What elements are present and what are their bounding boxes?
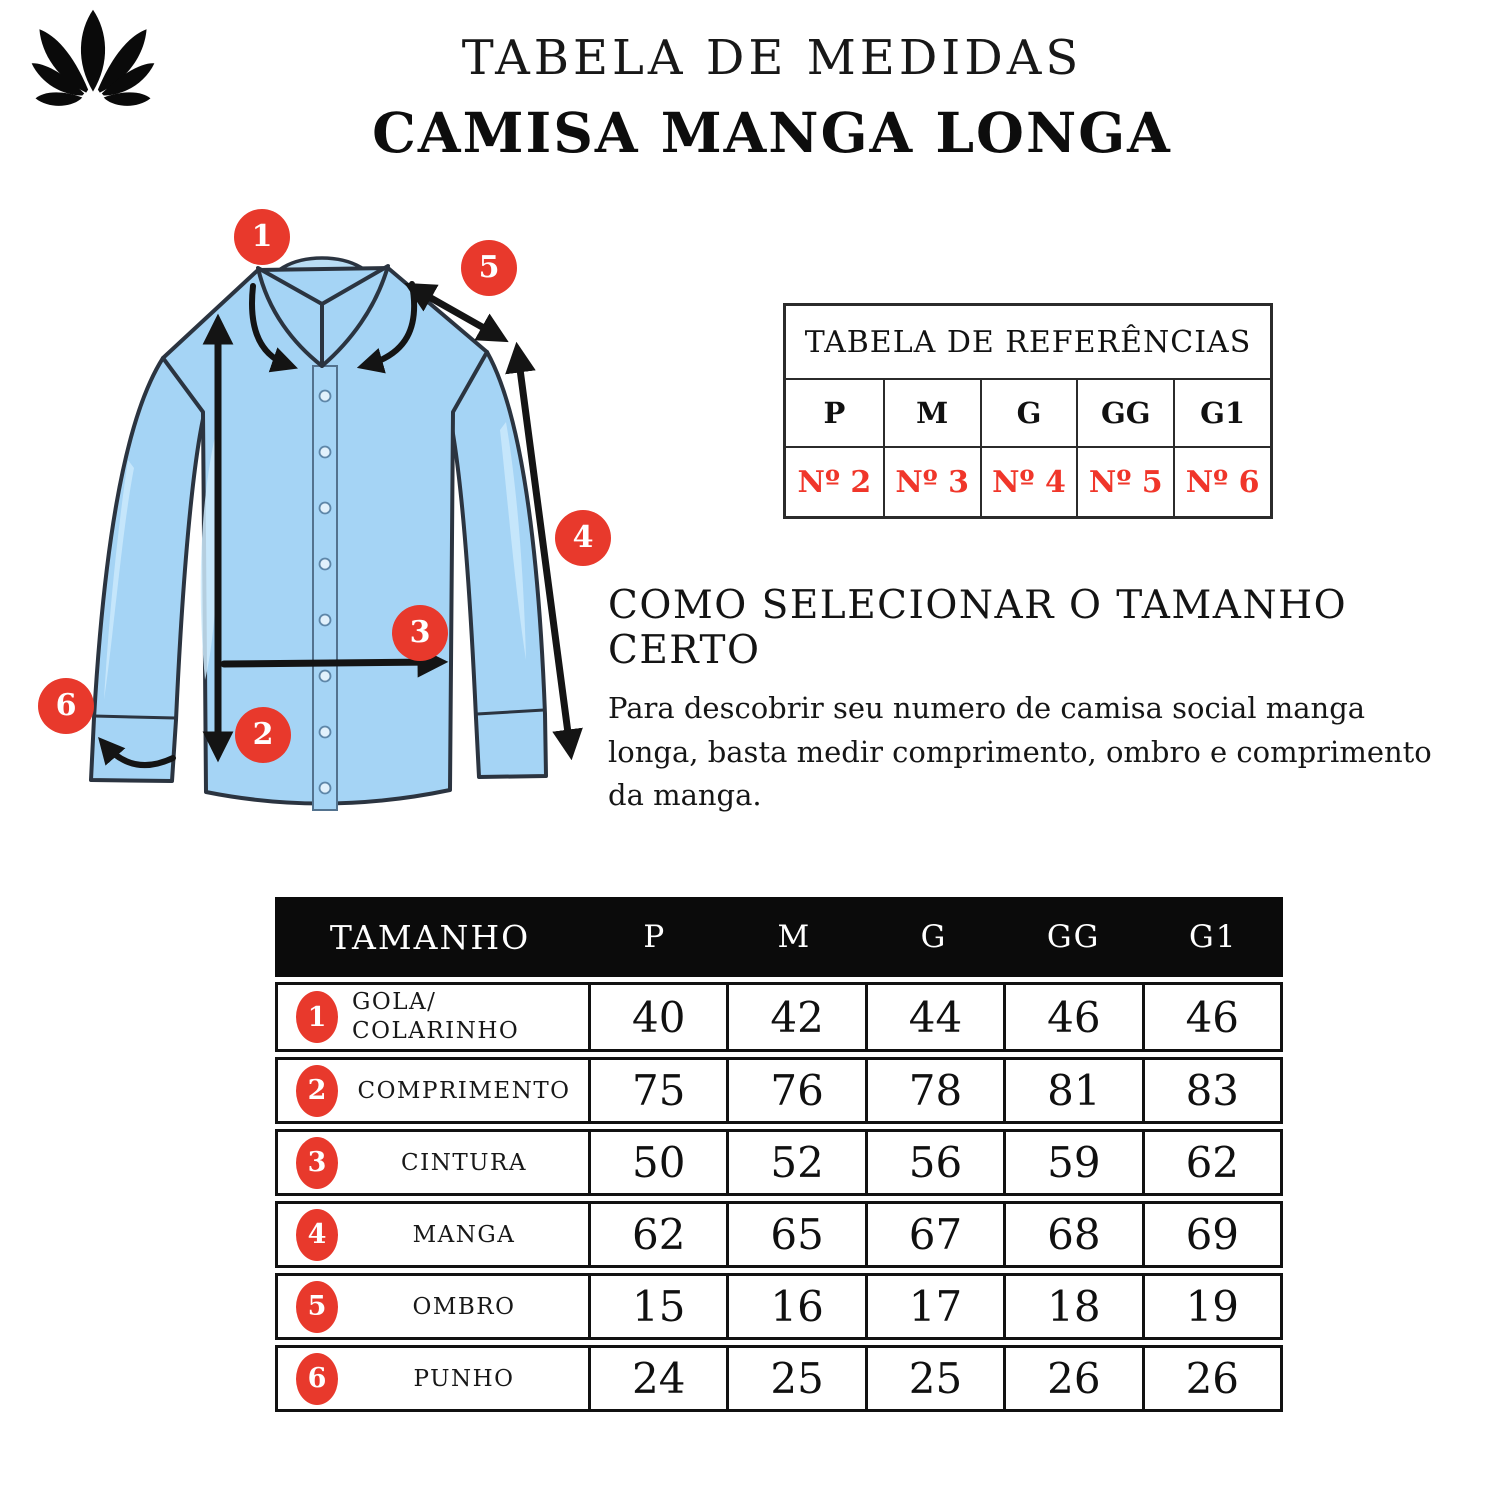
cell-value: 65 [726, 1204, 864, 1265]
measure-marker-1: 1 [234, 209, 290, 265]
col-p: P [643, 919, 667, 955]
cell-value: 17 [865, 1276, 1003, 1337]
cell-value: 42 [726, 985, 864, 1049]
table-row-ombro [275, 1273, 1283, 1340]
cell-value: 67 [865, 1204, 1003, 1265]
page-title: TABELA DE MEDIDAS [461, 30, 1083, 86]
cell-value: 40 [588, 985, 726, 1049]
cell-value: 26 [1142, 1348, 1280, 1409]
col-g1: G1 [1188, 919, 1238, 955]
ref-size-p: P [823, 396, 846, 430]
reference-table-title: TABELA DE REFERÊNCIAS [786, 306, 1270, 380]
cell-value: 78 [865, 1060, 1003, 1121]
cell-value: 18 [1003, 1276, 1141, 1337]
cell-value: 44 [865, 985, 1003, 1049]
cell-value: 81 [1003, 1060, 1141, 1121]
cell-value: 76 [726, 1060, 864, 1121]
row-badge: 3 [296, 1137, 338, 1189]
cell-value: 62 [1142, 1132, 1280, 1193]
cell-value: 59 [1003, 1132, 1141, 1193]
how-to-body: Para descobrir seu numero de camisa social manga longa, basta medir comprimento, ombro e comprimento da manga. [608, 691, 1432, 812]
ref-number-g: Nº 4 [980, 446, 1077, 516]
how-to-heading: COMO SELECIONAR O TAMANHO CERTO [608, 583, 1348, 673]
cell-value: 24 [588, 1348, 726, 1409]
size-table [275, 897, 1283, 1412]
measure-marker-4: 4 [555, 510, 611, 566]
ref-size-m: M [883, 380, 980, 446]
cell-value: 25 [726, 1348, 864, 1409]
shirt-diagram [10, 160, 670, 850]
row-badge: 1 [296, 991, 338, 1043]
table-row-cintura [275, 1129, 1283, 1196]
col-tamanho: TAMANHO [329, 917, 531, 957]
cell-value: 52 [726, 1132, 864, 1193]
ref-number-gg: Nº 5 [1076, 446, 1173, 516]
measure-marker-5: 5 [461, 240, 517, 296]
col-m: M [777, 919, 812, 955]
cell-value: 46 [1003, 985, 1141, 1049]
page-subtitle: CAMISA MANGA LONGA [372, 100, 1172, 165]
col-gg: GG [1046, 919, 1101, 955]
ref-size-g: G [980, 380, 1077, 446]
row-label: CINTURA [401, 1149, 527, 1176]
cell-value: 75 [588, 1060, 726, 1121]
row-label: MANGA [412, 1221, 516, 1248]
cell-value: 50 [588, 1132, 726, 1193]
cell-value: 15 [588, 1276, 726, 1337]
cell-value: 69 [1142, 1204, 1280, 1265]
table-row-comprimento [275, 1057, 1283, 1124]
ref-size-gg: GG [1076, 380, 1173, 446]
table-row-punho [275, 1345, 1283, 1412]
measure-marker-3: 3 [392, 605, 448, 661]
col-g: G [920, 919, 948, 955]
row-label: OMBRO [412, 1293, 516, 1320]
ref-size-g1: G1 [1173, 380, 1270, 446]
ref-number-m: Nº 3 [883, 446, 980, 516]
cell-value: 68 [1003, 1204, 1141, 1265]
waist-arrow [224, 662, 436, 664]
reference-table [783, 303, 1273, 519]
row-badge: 4 [296, 1209, 338, 1261]
ref-number-p: Nº 2 [786, 446, 883, 516]
row-label: PUNHO [413, 1365, 515, 1392]
cell-value: 26 [1003, 1348, 1141, 1409]
shirt-placket [313, 366, 337, 810]
cell-value: 46 [1142, 985, 1280, 1049]
lotus-logo-icon [28, 2, 158, 114]
cell-value: 83 [1142, 1060, 1280, 1121]
cell-value: 25 [865, 1348, 1003, 1409]
row-badge: 6 [296, 1353, 338, 1405]
cell-value: 19 [1142, 1276, 1280, 1337]
table-row-manga [275, 1201, 1283, 1268]
cell-value: 16 [726, 1276, 864, 1337]
cell-value: 56 [865, 1132, 1003, 1193]
size-table-header [275, 897, 1283, 977]
row-label: GOLA/ COLARINHO [352, 989, 520, 1044]
row-label: COMPRIMENTO [357, 1077, 571, 1104]
row-badge: 5 [296, 1281, 338, 1333]
row-badge: 2 [296, 1065, 338, 1117]
ref-number-g1: Nº 6 [1173, 446, 1270, 516]
cell-value: 62 [588, 1204, 726, 1265]
table-row-gola [275, 982, 1283, 1052]
measure-marker-2: 2 [235, 707, 291, 763]
measure-marker-6: 6 [38, 678, 94, 734]
how-to-section [608, 583, 1448, 818]
